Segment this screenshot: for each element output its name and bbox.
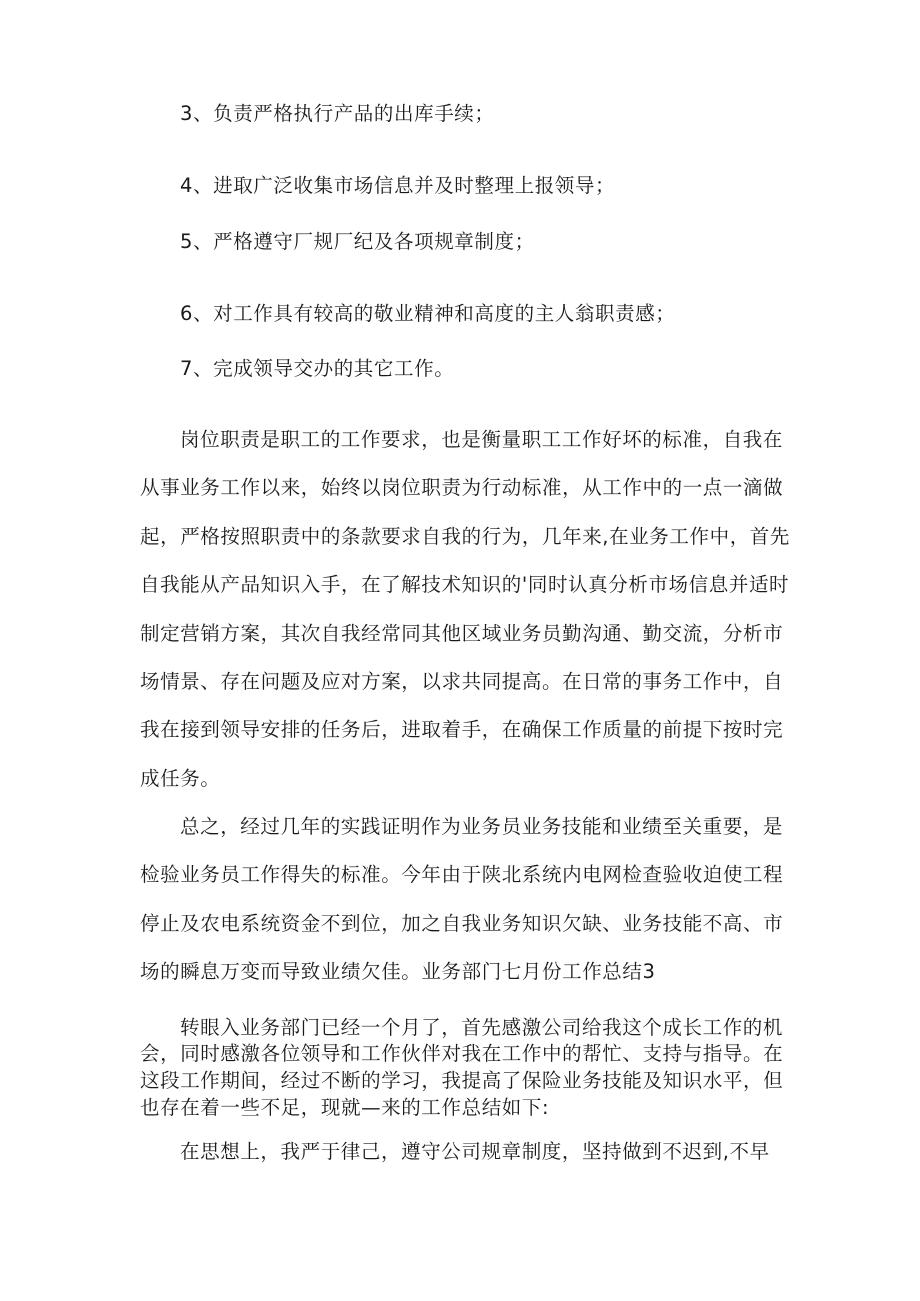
paragraph-1-line: 成任务。 — [140, 767, 221, 790]
paragraph-1-line: 从事业务工作以来，始终以岗位职责为行动标准，从工作中的一点一滴做 — [140, 476, 784, 499]
paragraph-2-line: 停止及农电系统资金不到位，加之自我业务知识欠缺、业务技能不高、市 — [140, 912, 784, 935]
list-item-5: 5、严格遵守厂规厂纪及各项规章制度； — [180, 230, 535, 253]
paragraph-3-line: 这段工作期间，经过不断的学习，我提高了保险业务技能及知识水平，但 — [140, 1069, 784, 1092]
paragraph-2-line: 场的瞬息万变而导致业绩欠佳。业务部门七月份工作总结3 — [140, 960, 656, 983]
paragraph-2-line: 检验业务员工作得失的标准。今年由于陕北系统内电网检查验收迫使工程 — [140, 863, 784, 886]
paragraph-1-line: 岗位职责是职工的工作要求，也是衡量职工工作好坏的标准，自我在 — [180, 428, 784, 451]
paragraph-4-line: 在思想上，我严于律己，遵守公司规章制度，坚持做到不迟到,不早 — [180, 1140, 770, 1163]
paragraph-1-line: 我在接到领导安排的任务后，进取着手，在确保工作质量的前提下按时完 — [140, 718, 784, 741]
paragraph-3-line: 转眼入业务部门已经一个月了，首先感激公司给我这个成长工作的机 — [180, 1016, 784, 1039]
paragraph-3-line: 也存在着一些不足，现就—来的工作总结如下: — [140, 1096, 550, 1119]
list-item-4: 4、进取广泛收集市场信息并及时整理上报领导； — [180, 174, 616, 197]
list-item-7: 7、完成领导交办的其它工作。 — [180, 357, 455, 380]
list-item-6: 6、对工作具有较高的敬业精神和高度的主人翁职责感； — [180, 302, 676, 325]
paragraph-1-line: 自我能从产品知识入手，在了解技术知识的'同时认真分析市场信息并适时 — [140, 573, 790, 596]
paragraph-1-line: 制定营销方案，其次自我经常同其他区域业务员勤沟通、勤交流，分析市 — [140, 622, 784, 645]
paragraph-3-line: 会，同时感激各位领导和工作伙伴对我在工作中的帮忙、支持与指导。在 — [140, 1042, 784, 1065]
paragraph-2-line: 总之，经过几年的实践证明作为业务员业务技能和业绩至关重要，是 — [180, 815, 784, 838]
paragraph-1-line: 场情景、存在问题及应对方案，以求共同提高。在日常的事务工作中，自 — [140, 670, 784, 693]
paragraph-1-line: 起，严格按照职责中的条款要求自我的行为，几年来,在业务工作中，首先 — [140, 525, 790, 548]
list-item-3: 3、负责严格执行产品的出库手续； — [180, 102, 495, 125]
